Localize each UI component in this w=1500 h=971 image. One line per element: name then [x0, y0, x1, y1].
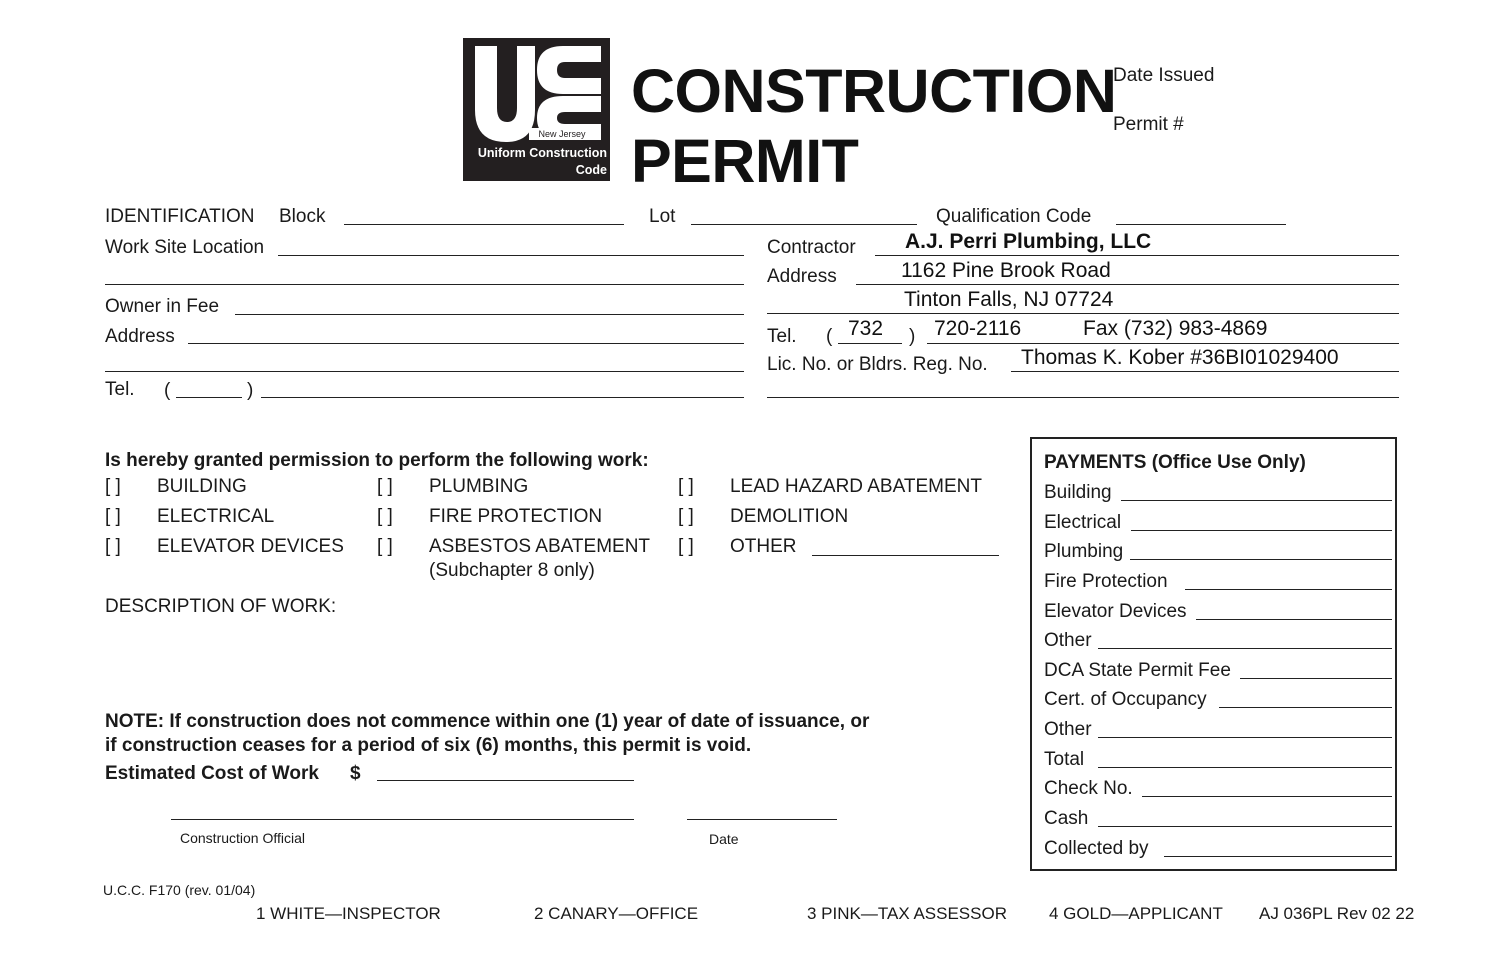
checkbox-mark: [ ] [678, 536, 694, 557]
checkbox-mark: [ ] [377, 506, 393, 527]
lot-field[interactable] [691, 224, 917, 225]
payments-box [1030, 437, 1397, 871]
copy-gold-applicant: 4 GOLD—APPLICANT [1049, 904, 1223, 923]
contractor-label: Contractor [767, 237, 856, 258]
contractor-address-line1[interactable]: 1162 Pine Brook Road [901, 259, 1111, 282]
note-line2: if construction ceases for a period of six (6) months, this permit is void. [105, 735, 752, 756]
contractor-tel-paren-open: ( [826, 326, 833, 347]
page-title-line1: CONSTRUCTION [631, 57, 1117, 125]
payment-label-electrical: Electrical [1044, 512, 1122, 533]
form-code: U.C.C. F170 (rev. 01/04) [103, 882, 256, 898]
official-date-field[interactable] [687, 819, 837, 820]
payment-field-electrical[interactable] [1131, 530, 1392, 531]
work-other-field[interactable] [812, 555, 999, 556]
logo-text-line2: Code [575, 163, 607, 177]
estimated-cost-field[interactable] [377, 780, 634, 781]
work-permission-heading: Is hereby granted permission to perform the following work: [105, 450, 649, 471]
payment-label-cert-occupancy: Cert. of Occupancy [1044, 689, 1207, 710]
checkbox-plumbing[interactable] [377, 476, 393, 498]
license-field[interactable] [1011, 371, 1399, 372]
checkbox-fire-protection[interactable] [377, 506, 393, 528]
work-item-elevator-devices: ELEVATOR DEVICES [157, 536, 344, 557]
work-site-location-field-2[interactable] [105, 284, 744, 285]
payment-label-plumbing: Plumbing [1044, 541, 1124, 562]
payment-label-total: Total [1044, 749, 1085, 770]
work-site-location-label: Work Site Location [105, 237, 265, 258]
payment-field-other-2[interactable] [1098, 737, 1392, 738]
checkbox-other[interactable] [678, 536, 694, 558]
work-item-demolition: DEMOLITION [730, 506, 849, 527]
payment-label-cash: Cash [1044, 808, 1089, 829]
payment-field-fire-protection[interactable] [1185, 589, 1392, 590]
block-label: Block [279, 206, 326, 227]
owner-address-label: Address [105, 326, 175, 347]
work-item-building: BUILDING [157, 476, 247, 497]
payments-title: PAYMENTS (Office Use Only) [1044, 452, 1306, 473]
checkbox-lead-hazard-abatement[interactable] [678, 476, 694, 498]
qualification-code-label: Qualification Code [936, 206, 1092, 227]
logo-state-text: New Jersey [529, 128, 595, 140]
contractor-address-field[interactable] [856, 284, 1399, 285]
contractor-name-field[interactable] [875, 255, 1399, 256]
work-item-asbestos-abatement: ASBESTOS ABATEMENT [429, 536, 651, 557]
license-label: Lic. No. or Bldrs. Reg. No. [767, 354, 988, 375]
payment-label-fire-protection: Fire Protection [1044, 571, 1168, 592]
copy-pink-tax-assessor: 3 PINK—TAX ASSESSOR [807, 904, 1007, 923]
payment-field-cash[interactable] [1098, 826, 1392, 827]
contractor-tel-paren-close: ) [909, 326, 916, 347]
date-issued-label: Date Issued [1113, 65, 1215, 86]
owner-tel-field[interactable] [261, 397, 744, 398]
work-item-electrical: ELECTRICAL [157, 506, 275, 527]
page-title-line2: PERMIT [631, 127, 859, 195]
payment-label-collected-by: Collected by [1044, 838, 1149, 859]
qualification-code-field[interactable] [1116, 224, 1286, 225]
asbestos-note: (Subchapter 8 only) [429, 560, 595, 581]
owner-tel-paren-close: ) [247, 380, 254, 401]
payment-label-elevator-devices: Elevator Devices [1044, 601, 1187, 622]
official-date-label: Date [709, 831, 739, 847]
owner-address-field[interactable] [188, 343, 744, 344]
block-field[interactable] [344, 224, 624, 225]
checkbox-building[interactable] [105, 476, 121, 498]
work-item-plumbing: PLUMBING [429, 476, 529, 497]
owner-in-fee-label: Owner in Fee [105, 296, 220, 317]
work-item-lead-hazard-abatement: LEAD HAZARD ABATEMENT [730, 476, 982, 497]
payment-field-dca-state-fee[interactable] [1240, 678, 1392, 679]
contractor-tel-label: Tel. [767, 326, 797, 347]
construction-official-label: Construction Official [180, 830, 306, 846]
owner-area-code-field[interactable] [176, 397, 242, 398]
identification-label: IDENTIFICATION [105, 206, 255, 227]
checkbox-mark: [ ] [377, 536, 393, 557]
logo-text-line1: Uniform Construction [477, 146, 607, 160]
checkbox-demolition[interactable] [678, 506, 694, 528]
construction-official-signature-field[interactable] [171, 819, 634, 820]
work-item-fire-protection: FIRE PROTECTION [429, 506, 603, 527]
owner-tel-label: Tel. [105, 379, 135, 400]
permit-number-label: Permit # [1113, 114, 1184, 135]
checkbox-elevator-devices[interactable] [105, 536, 121, 558]
dollar-sign: $ [350, 763, 361, 784]
contractor-address-line2[interactable]: Tinton Falls, NJ 07724 [904, 288, 1114, 311]
contractor-name-value[interactable]: A.J. Perri Plumbing, LLC [905, 230, 1152, 253]
checkbox-mark: [ ] [377, 476, 393, 497]
license-value[interactable]: Thomas K. Kober #36BI01029400 [1021, 346, 1339, 369]
owner-in-fee-field[interactable] [235, 314, 744, 315]
contractor-fax-value[interactable]: Fax (732) 983-4869 [1083, 317, 1268, 340]
estimated-cost-label: Estimated Cost of Work [105, 763, 319, 784]
checkbox-asbestos-abatement[interactable] [377, 536, 393, 558]
contractor-area-code-field[interactable] [838, 343, 902, 344]
revision-code: AJ 036PL Rev 02 22 [1259, 904, 1415, 923]
checkbox-mark: [ ] [678, 476, 694, 497]
owner-tel-paren-open: ( [164, 380, 171, 401]
contractor-tel-field[interactable] [927, 343, 1399, 344]
work-item-other: OTHER [730, 536, 797, 557]
payment-field-collected-by[interactable] [1164, 856, 1392, 857]
checkbox-mark: [ ] [105, 506, 121, 527]
payment-label-other-2: Other [1044, 719, 1092, 740]
copy-canary-office: 2 CANARY—OFFICE [534, 904, 699, 923]
payment-field-check-no[interactable] [1142, 796, 1392, 797]
payment-field-elevator-devices[interactable] [1196, 619, 1392, 620]
lot-label: Lot [649, 206, 676, 227]
checkbox-mark: [ ] [105, 476, 121, 497]
owner-address-field-2[interactable] [105, 371, 744, 372]
contractor-phone-value[interactable]: 720-2116 [934, 317, 1022, 340]
payment-field-other[interactable] [1098, 648, 1392, 649]
payment-field-total[interactable] [1098, 767, 1392, 768]
contractor-address-field-2[interactable] [767, 313, 1399, 314]
checkbox-mark: [ ] [678, 506, 694, 527]
payment-field-building[interactable] [1121, 500, 1392, 501]
contractor-area-code-value[interactable]: 732 [848, 317, 884, 340]
description-of-work-field[interactable] [105, 622, 1005, 702]
license-field-2[interactable] [767, 397, 1399, 398]
note-line1: NOTE: If construction does not commence within one (1) year of date of issuance, or [105, 711, 870, 732]
work-site-location-field[interactable] [278, 255, 744, 256]
payment-label-building: Building [1044, 482, 1112, 503]
payment-label-check-no: Check No. [1044, 778, 1133, 799]
ucc-logo [463, 38, 610, 181]
payment-label-other: Other [1044, 630, 1092, 651]
checkbox-electrical[interactable] [105, 506, 121, 528]
payment-label-dca-state-fee: DCA State Permit Fee [1044, 660, 1231, 681]
payment-field-plumbing[interactable] [1130, 559, 1392, 560]
contractor-address-label: Address [767, 266, 837, 287]
checkbox-mark: [ ] [105, 536, 121, 557]
description-of-work-label: DESCRIPTION OF WORK: [105, 596, 337, 617]
payment-field-cert-occupancy[interactable] [1219, 707, 1392, 708]
copy-white-inspector: 1 WHITE—INSPECTOR [256, 904, 441, 923]
